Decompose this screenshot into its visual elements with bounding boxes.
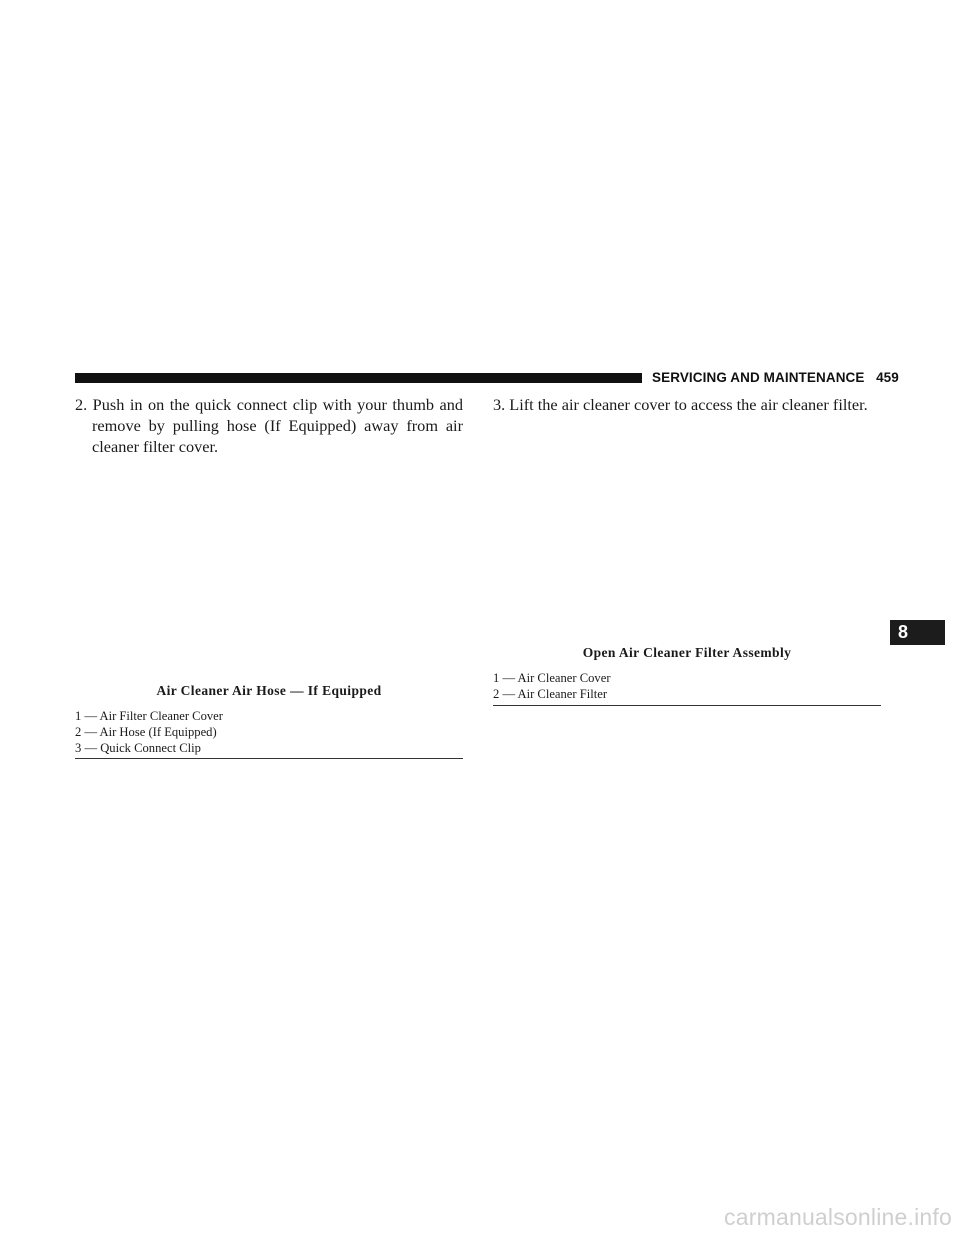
chapter-tab: 8: [890, 620, 945, 645]
section-title: SERVICING AND MAINTENANCE: [652, 370, 865, 385]
legend-item: 2 — Air Cleaner Filter: [493, 687, 608, 701]
legend-divider: [493, 705, 881, 706]
step-3: 3. Lift the air cleaner cover to access the air cleaner filter.: [493, 395, 868, 414]
legend-item: 1 — Air Filter Cleaner Cover: [75, 709, 223, 723]
legend-divider: [75, 758, 463, 759]
figure-caption-open-filter: Open Air Cleaner Filter Assembly: [582, 645, 792, 660]
figure-caption-air-hose: Air Cleaner Air Hose — If Equipped: [156, 683, 382, 698]
step-2: [75, 394, 463, 457]
figure-legend-air-hose: [75, 708, 463, 756]
running-header: [652, 370, 899, 385]
legend-item: 1 — Air Cleaner Cover: [493, 671, 611, 685]
step-2-line-3: cleaner filter cover.: [92, 437, 219, 456]
figure-open-filter-image: [493, 425, 881, 643]
figure-legend-open-filter: [493, 670, 881, 702]
legend-item: 3 — Quick Connect Clip: [75, 741, 201, 755]
step-2-line-2: remove by pulling hose (If Equipped) away from air: [92, 416, 463, 435]
figure-air-hose-image: [75, 460, 463, 680]
step-2-line-1: 2. Push in on the quick connect clip with your thumb and: [75, 395, 463, 414]
watermark: carmanualsonline.info: [724, 1204, 952, 1230]
header-bar: [75, 373, 642, 383]
page-number: 459: [876, 370, 899, 385]
legend-item: 2 — Air Hose (If Equipped): [75, 725, 217, 739]
